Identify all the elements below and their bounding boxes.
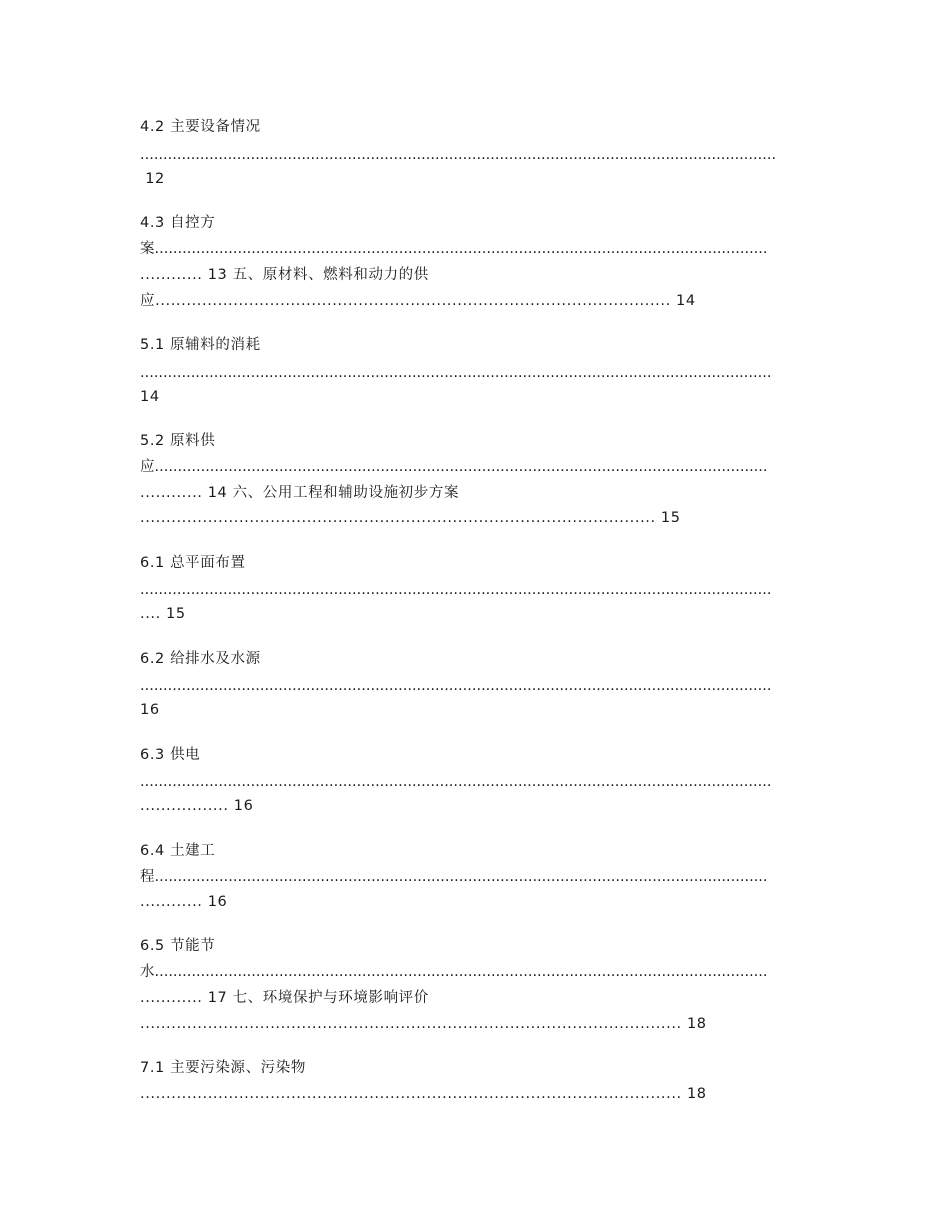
toc-heading-6-4: 6.4 土建工 (140, 843, 216, 859)
toc-page-6-2: 16 (140, 702, 160, 718)
toc-heading-5-1: 5.1 原辅料的消耗 (140, 337, 261, 353)
toc-line-ch5: 应................................................................................................... 14 (140, 293, 696, 309)
toc-line-5-2-ch6: ............ 14 六、公用工程和辅助设施初步方案 (140, 485, 460, 501)
toc-heading-6-1: 6.1 总平面布置 (140, 555, 246, 571)
toc-heading-6-5: 6.5 节能节 (140, 938, 216, 954)
toc-page-5-1: 14 (140, 389, 160, 405)
toc-leader-6-5: 水..................................................................................................................................... (140, 964, 768, 980)
toc-line-4-3-ch5: ............ 13 五、原材料、燃料和动力的供 (140, 267, 429, 283)
toc-heading-6-2: 6.2 给排水及水源 (140, 651, 261, 667)
toc-heading-6-3: 6.3 供电 (140, 747, 201, 763)
toc-line-ch7: ........................................................................................................ 18 (140, 1016, 707, 1032)
toc-heading-7-1: 7.1 主要污染源、污染物 (140, 1060, 306, 1076)
toc-page-6-4: ............ 16 (140, 894, 228, 910)
toc-leader-4-3: 案..................................................................................................................................... (140, 241, 768, 257)
toc-leader-6-3: ......................................................................................................................................... (140, 774, 772, 790)
toc-page-6-3: ................. 16 (140, 798, 254, 814)
toc-line-7-1: ........................................................................................................ 18 (140, 1086, 707, 1102)
toc-leader-4-2: .......................................................................................................................................... (140, 147, 777, 163)
toc-leader-6-1: ......................................................................................................................................... (140, 582, 772, 598)
toc-heading-4-3: 4.3 自控方 (140, 215, 216, 231)
toc-line-6-5-ch7: ............ 17 七、环境保护与环境影响评价 (140, 990, 429, 1006)
toc-page-6-1: .... 15 (140, 606, 186, 622)
toc-line-ch6: ................................................................................................... 15 (140, 510, 681, 526)
toc-leader-5-2: 应..................................................................................................................................... (140, 459, 768, 475)
toc-leader-5-1: ......................................................................................................................................... (140, 365, 772, 381)
toc-leader-6-2: ......................................................................................................................................... (140, 678, 772, 694)
toc-page-4-2: 12 (140, 171, 165, 187)
toc-leader-6-4: 程..................................................................................................................................... (140, 869, 768, 885)
toc-heading-5-2: 5.2 原料供 (140, 433, 216, 449)
toc-heading-4-2: 4.2 主要设备情况 (140, 119, 261, 135)
